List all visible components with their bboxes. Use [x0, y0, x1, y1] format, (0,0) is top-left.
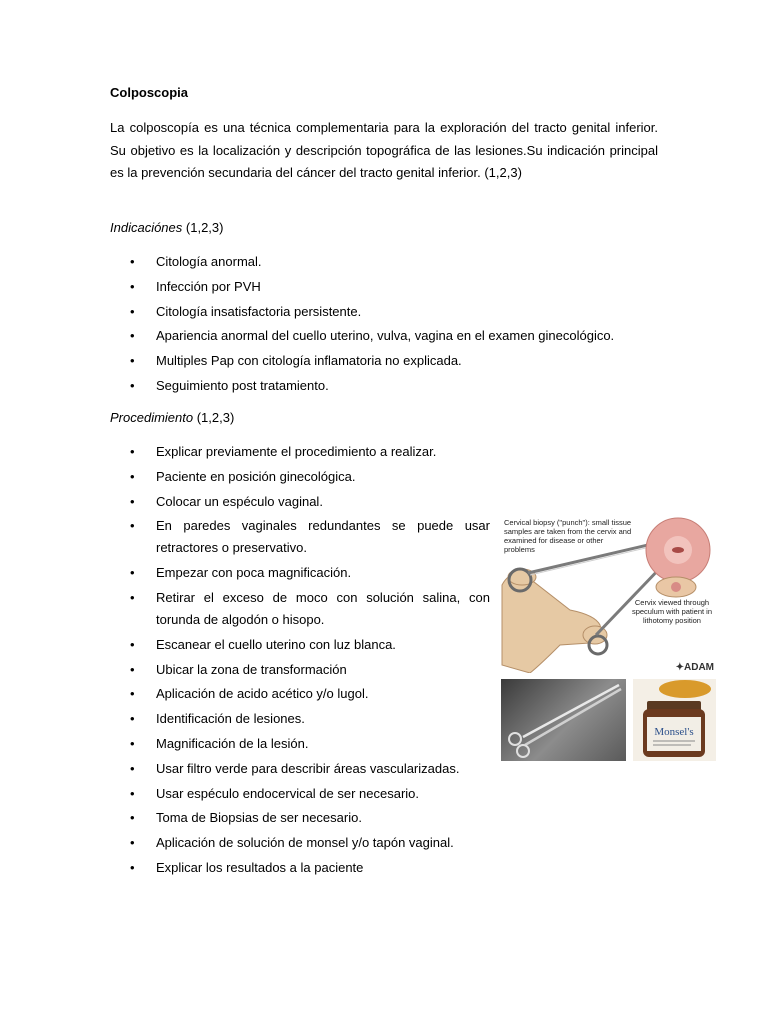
list-item: • Apariencia anormal del cuello uterino, vulva, vagina en el examen ginecológico.	[110, 325, 614, 347]
list-item: • Toma de Biopsias de ser necesario.	[110, 807, 490, 829]
procedimiento-heading-ref: (1,2,3)	[193, 410, 235, 425]
list-item: • Citología insatisfactoria persistente.	[110, 301, 614, 323]
list-item: • Magnificación de la lesión.	[110, 733, 490, 755]
list-item: • Citología anormal.	[110, 251, 614, 273]
forceps-photo-drawing	[501, 679, 626, 761]
intro-paragraph: La colposcopía es una técnica complementaria para la exploración del tracto genital inferior. Su objetivo es la localización y descripción topográfica de las lesiones.Su indicación principal es la prevención secundaria del cáncer del tracto genital inferior. (1,2,3)	[110, 120, 658, 180]
procedimiento-heading	[110, 410, 234, 425]
list-item: • Infección por PVH	[110, 276, 614, 298]
list-item: • Seguimiento post tratamiento.	[110, 375, 614, 397]
cervix-caption: Cervix viewed through speculum with patient in lithotomy position	[631, 598, 713, 625]
list-item: • Ubicar la zona de transformación	[110, 659, 490, 681]
indicaciones-heading-label: Indicaciónes	[110, 220, 183, 235]
list-item: • Explicar los resultados a la paciente	[110, 857, 490, 879]
monsel-jar-drawing	[633, 679, 716, 761]
forceps-photo	[501, 679, 626, 761]
indicaciones-heading	[110, 220, 223, 235]
procedimiento-list	[110, 441, 490, 882]
indicaciones-list	[110, 251, 614, 400]
list-item: • Identificación de lesiones.	[110, 708, 490, 730]
list-item: • Explicar previamente el procedimiento a realizar.	[110, 441, 490, 463]
list-item: • Empezar con poca magnificación.	[110, 562, 490, 584]
biopsy-illustration	[500, 515, 716, 673]
list-item: • Paciente en posición ginecológica.	[110, 466, 490, 488]
list-item: • Usar espéculo endocervical de ser necesario.	[110, 783, 490, 805]
procedimiento-heading-label: Procedimiento	[110, 410, 194, 425]
list-item: • Multiples Pap con citología inflamatoria no explicada.	[110, 350, 614, 372]
adam-logo: ✦ADAM	[675, 662, 714, 673]
list-item: • Usar filtro verde para describir áreas vascularizadas.	[110, 758, 490, 780]
adam-brand: ADAM	[684, 662, 714, 673]
biopsy-caption: Cervical biopsy ("punch"): small tissue samples are taken from the cervix and examined for disease or other problems	[504, 518, 632, 554]
list-item: • Aplicación de acido acético y/o lugol.	[110, 683, 490, 705]
list-item: • Retirar el exceso de moco con solución salina, con torunda de algodón o hisopo.	[110, 587, 490, 631]
indicaciones-heading-ref: (1,2,3)	[182, 220, 224, 235]
monsel-jar-photo	[633, 679, 716, 761]
document-title: Colposcopia	[110, 85, 189, 100]
jar-label: Monsel's	[654, 726, 694, 738]
list-item: • Colocar un espéculo vaginal.	[110, 491, 490, 513]
list-item: • Aplicación de solución de monsel y/o tapón vaginal.	[110, 832, 490, 854]
list-item: • Escanear el cuello uterino con luz blanca.	[110, 634, 490, 656]
list-item: • En paredes vaginales redundantes se puede usar retractores o preservativo.	[110, 515, 490, 559]
